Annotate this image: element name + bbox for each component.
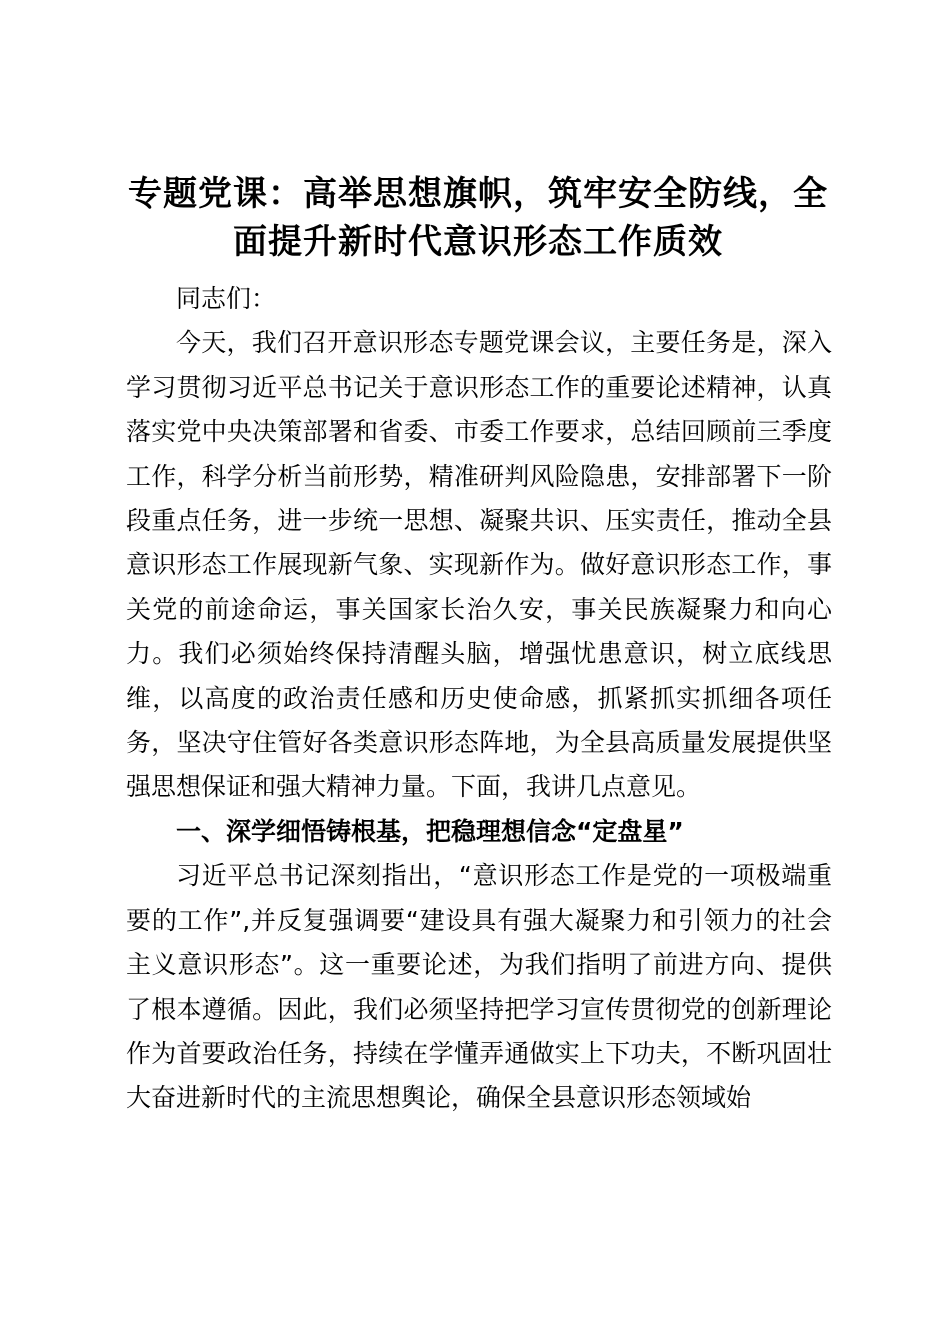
salutation: 同志们： <box>176 284 277 313</box>
section-paragraph: 习近平总书记深刻指出，“意识形态工作是党的一项极端重要的工作”,并反复强调要“建设具有强大凝聚力和引领力的社会主义意识形态”。这一重要论述，为我们指明了前进方向、提供了根本遵循。因此，我们必须坚持把学习宣传贯彻党的创新理论作为首要政治任务，持续在学懂弄通做实上下功夫，不断巩固壮大奋进新时代的主流思想舆论，确保全县意识形态领域始 <box>126 861 832 1113</box>
document-body <box>126 277 832 1121</box>
document-title: 专题党课：高举思想旗帜，筑牢安全防线，全面提升新时代意识形态工作质效 <box>128 174 828 262</box>
intro-paragraph: 今天，我们召开意识形态专题党课会议，主要任务是，深入学习贯彻习近平总书记关于意识形态工作的重要论述精神，认真落实党中央决策部署和省委、市委工作要求，总结回顾前三季度工作，科学分析当前形势，精准研判风险隐患，安排部署下一阶段重点任务，进一步统一思想、凝聚共识、压实责任，推动全县意识形态工作展现新气象、实现新作为。做好意识形态工作，事关党的前途命运，事关国家长治久安，事关民族凝聚力和向心力。我们必须始终保持清醒头脑，增强忧患意识，树立底线思维，以高度的政治责任感和历史使命感，抓紧抓实抓细各项任务，坚决守住管好各类意识形态阵地，为全县高质量发展提供坚强思想保证和强大精神力量。下面，我讲几点意见。 <box>126 328 832 802</box>
section-heading: 一、深学细悟铸根基，把稳理想信念“定盘星” <box>176 816 684 846</box>
